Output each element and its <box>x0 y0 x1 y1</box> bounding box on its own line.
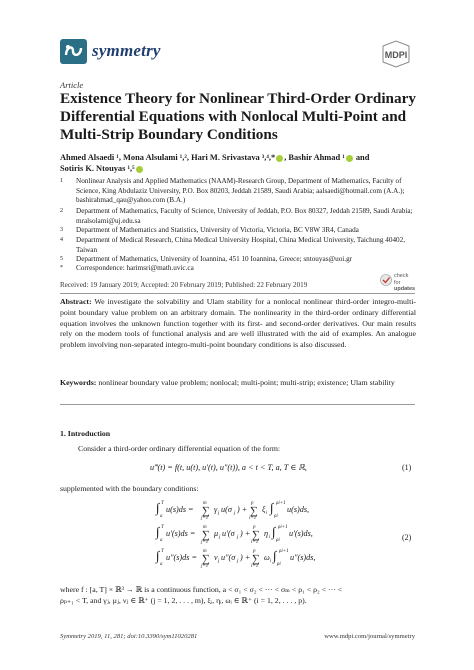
svg-text:i=1: i=1 <box>251 564 259 569</box>
svg-text:u″(s)ds,: u″(s)ds, <box>290 553 316 562</box>
svg-text:u′(s)ds,: u′(s)ds, <box>289 529 313 538</box>
svg-text:i=1: i=1 <box>249 516 257 521</box>
svg-text:γ: γ <box>214 505 218 514</box>
svg-text:∫: ∫ <box>156 524 160 539</box>
journal-name: symmetry <box>92 41 161 60</box>
svg-text:j=1: j=1 <box>201 516 209 521</box>
intro-paragraph-3a: where f : [a, T] × ℝ³ → ℝ is a continuous function, a < σ₁ < σ₂ < ··· < σₘ < ρ₁ < ρ₂ < ··· < <box>60 585 343 594</box>
svg-text:) +: ) + <box>237 505 248 514</box>
affiliation-3: 3 Department of Mathematics and Statistics, University of Victoria, Victoria, BC V8W 3R4, Canada <box>60 226 359 234</box>
intro-paragraph-3b: ρₚ₊₁ < T, and γⱼ, μⱼ, νⱼ ∈ ℝ⁺ (j = 1, 2, . . . , m), ξᵢ, ηᵢ, ωᵢ ∈ ℝ⁺ (i = 1, 2, . . . , p). <box>60 595 307 605</box>
divider <box>60 404 415 405</box>
svg-text:i: i <box>270 559 272 564</box>
intro-paragraph-2: supplemented with the boundary conditions: <box>60 484 199 493</box>
orcid-icon[interactable] <box>276 155 283 162</box>
svg-text:∑: ∑ <box>202 529 210 541</box>
svg-text:u′(σ: u′(σ <box>222 529 235 538</box>
check-updates-icon <box>380 273 392 287</box>
svg-text:j: j <box>219 535 221 540</box>
svg-text:T: T <box>161 501 164 506</box>
svg-text:∫: ∫ <box>270 500 274 515</box>
article-type: Article <box>60 80 84 90</box>
equation-1: u‴(t) = f(t, u(t), u′(t), u″(t)), a < t < T, a, T ∈ ℝ, <box>150 463 307 472</box>
svg-text:j: j <box>237 559 239 564</box>
svg-text:∑: ∑ <box>202 505 210 517</box>
svg-text:i: i <box>266 511 268 516</box>
equation-2 <box>150 498 410 578</box>
svg-text:j=1: j=1 <box>201 540 209 545</box>
svg-text:j: j <box>218 511 220 516</box>
check-updates-line2: updates <box>394 286 416 292</box>
section-heading: 1. Introduction <box>60 429 111 438</box>
svg-text:∫: ∫ <box>272 524 276 539</box>
svg-text:μ: μ <box>214 529 219 538</box>
svg-text:∑: ∑ <box>252 553 260 565</box>
svg-text:u(s)ds =: u(s)ds = <box>166 505 194 514</box>
author-line-1: Ahmed Alsaedi ¹, Mona Alsulami ¹,², Hari M. Srivastava ³,⁴,* <box>60 153 276 162</box>
svg-text:∫: ∫ <box>156 500 160 515</box>
svg-text:ρi+1: ρi+1 <box>279 549 289 554</box>
svg-text:i: i <box>269 535 271 540</box>
equation-2-number: (2) <box>402 533 412 542</box>
svg-text:a: a <box>160 538 163 543</box>
svg-text:m: m <box>203 549 207 554</box>
keywords-label: Keywords: <box>60 378 97 387</box>
svg-text:p: p <box>251 501 254 506</box>
publication-dates: Received: 19 January 2019; Accepted: 20 February 2019; Published: 22 February 2019 <box>60 281 308 289</box>
divider <box>60 293 415 294</box>
abstract <box>60 297 416 351</box>
keywords <box>60 378 416 389</box>
svg-text:m: m <box>203 525 207 530</box>
svg-text:j: j <box>218 559 220 564</box>
svg-text:ω: ω <box>264 553 270 562</box>
svg-text:u″(σ: u″(σ <box>221 553 236 562</box>
svg-text:) +: ) + <box>240 553 251 562</box>
publisher-name: MDPI <box>384 50 408 60</box>
orcid-icon[interactable] <box>346 155 353 162</box>
affiliation-2: 2 Department of Mathematics, Faculty of Science, University of Jeddah, P.O. Box 80327, Jeddah 21589, Saudi Arabia; mralsolami@uj.edu.sa <box>60 207 413 225</box>
intro-paragraph-1: Consider a third-order ordinary differential equation of the form: <box>78 444 281 453</box>
svg-text:j: j <box>234 511 236 516</box>
paper-title: Existence Theory for Nonlinear Third-Order Ordinary Differential Equations with Nonlocal Multi-Point and Multi-Strip Boundary Conditions <box>60 90 416 143</box>
svg-text:∫: ∫ <box>273 548 277 563</box>
svg-text:T: T <box>161 549 164 554</box>
svg-text:p: p <box>253 549 256 554</box>
check-for-updates-badge[interactable] <box>380 269 414 295</box>
svg-text:ν: ν <box>214 553 218 562</box>
svg-text:ρi: ρi <box>277 562 281 567</box>
svg-text:ρi: ρi <box>276 538 280 543</box>
svg-text:m: m <box>203 501 207 506</box>
affiliation-5: 5 Department of Mathematics, University of Ioannina, 451 10 Ioannina, Greece; sntouyas@uoi.gr <box>60 255 353 263</box>
svg-text:a: a <box>160 562 163 567</box>
svg-text:∑: ∑ <box>250 505 258 517</box>
svg-text:) +: ) + <box>240 529 251 538</box>
svg-text:u′(s)ds =: u′(s)ds = <box>166 529 196 538</box>
svg-text:p: p <box>253 525 256 530</box>
svg-text:j: j <box>237 535 239 540</box>
journal-url[interactable]: www.mdpi.com/journal/symmetry <box>324 633 415 640</box>
svg-text:ρi: ρi <box>274 514 278 519</box>
keywords-text: nonlinear boundary value problem; nonlocal; multi-point; multi-strip; existence; Ulam stability <box>98 378 395 387</box>
affiliation-4: 4 Department of Medical Research, China Medical University Hospital, China Medical University, Taichung 40402, Taiwan <box>60 236 406 254</box>
author-line-2: Sotiris K. Ntouyas ¹,⁵ <box>60 164 135 173</box>
abstract-text: We investigate the solvability and Ulam stability for a nonlocal nonlinear third-order integro-multi-point boundary value problem on an arbitrary domain. The nonlinearity in the third-order ordinary differential equation involves the unknown function together with its first- and second-order derivatives. Our main results rely on the modern tools of functional analysis and are well illustrated with the aid of examples. An analogue problem involving non-separated integro-multi-point boundary conditions is also discussed. <box>60 297 416 350</box>
svg-text:∑: ∑ <box>202 553 210 565</box>
svg-text:ξ: ξ <box>262 505 266 514</box>
mdpi-logo-icon <box>379 40 413 68</box>
correspondence: * Correspondence: harimsri@math.uvic.ca <box>60 264 194 272</box>
author-list <box>60 152 420 174</box>
orcid-icon[interactable] <box>136 166 143 173</box>
svg-text:u″(s)ds =: u″(s)ds = <box>166 553 197 562</box>
svg-text:η: η <box>264 529 269 538</box>
page-footer <box>60 633 415 640</box>
author-line-1b: , Bashir Ahmad ¹ <box>284 153 345 162</box>
svg-text:i=1: i=1 <box>251 540 259 545</box>
equation-1-number: (1) <box>402 463 412 472</box>
svg-text:∑: ∑ <box>252 529 260 541</box>
svg-text:ρi+1: ρi+1 <box>276 501 286 506</box>
svg-text:T: T <box>161 525 164 530</box>
svg-text:∫: ∫ <box>156 548 160 563</box>
svg-text:ρi+1: ρi+1 <box>278 525 288 530</box>
abstract-label: Abstract: <box>60 297 92 306</box>
affiliation-1: 1 Nonlinear Analysis and Applied Mathematics (NAAM)-Research Group, Department of Mathematics, Faculty of Science, King Abdulaziz University, P.O. Box 80203, Jeddah 21589, Saudi Arabia; aalsaedi@hotmail.com (A.A.); bashirahmad_qau@yahoo.com (B.A.) <box>60 177 405 205</box>
svg-text:u(s)ds,: u(s)ds, <box>287 505 310 514</box>
svg-text:a: a <box>160 514 163 519</box>
svg-text:j=1: j=1 <box>201 564 209 569</box>
intro-paragraph-3 <box>60 585 416 607</box>
check-updates-line1: check for <box>394 273 409 286</box>
svg-text:u(σ: u(σ <box>221 505 232 514</box>
citation: Symmetry 2019, 11, 281; doi:10.3390/sym11020281 <box>60 633 198 640</box>
journal-logo-icon <box>60 39 87 64</box>
author-line-1c: and <box>353 153 370 162</box>
